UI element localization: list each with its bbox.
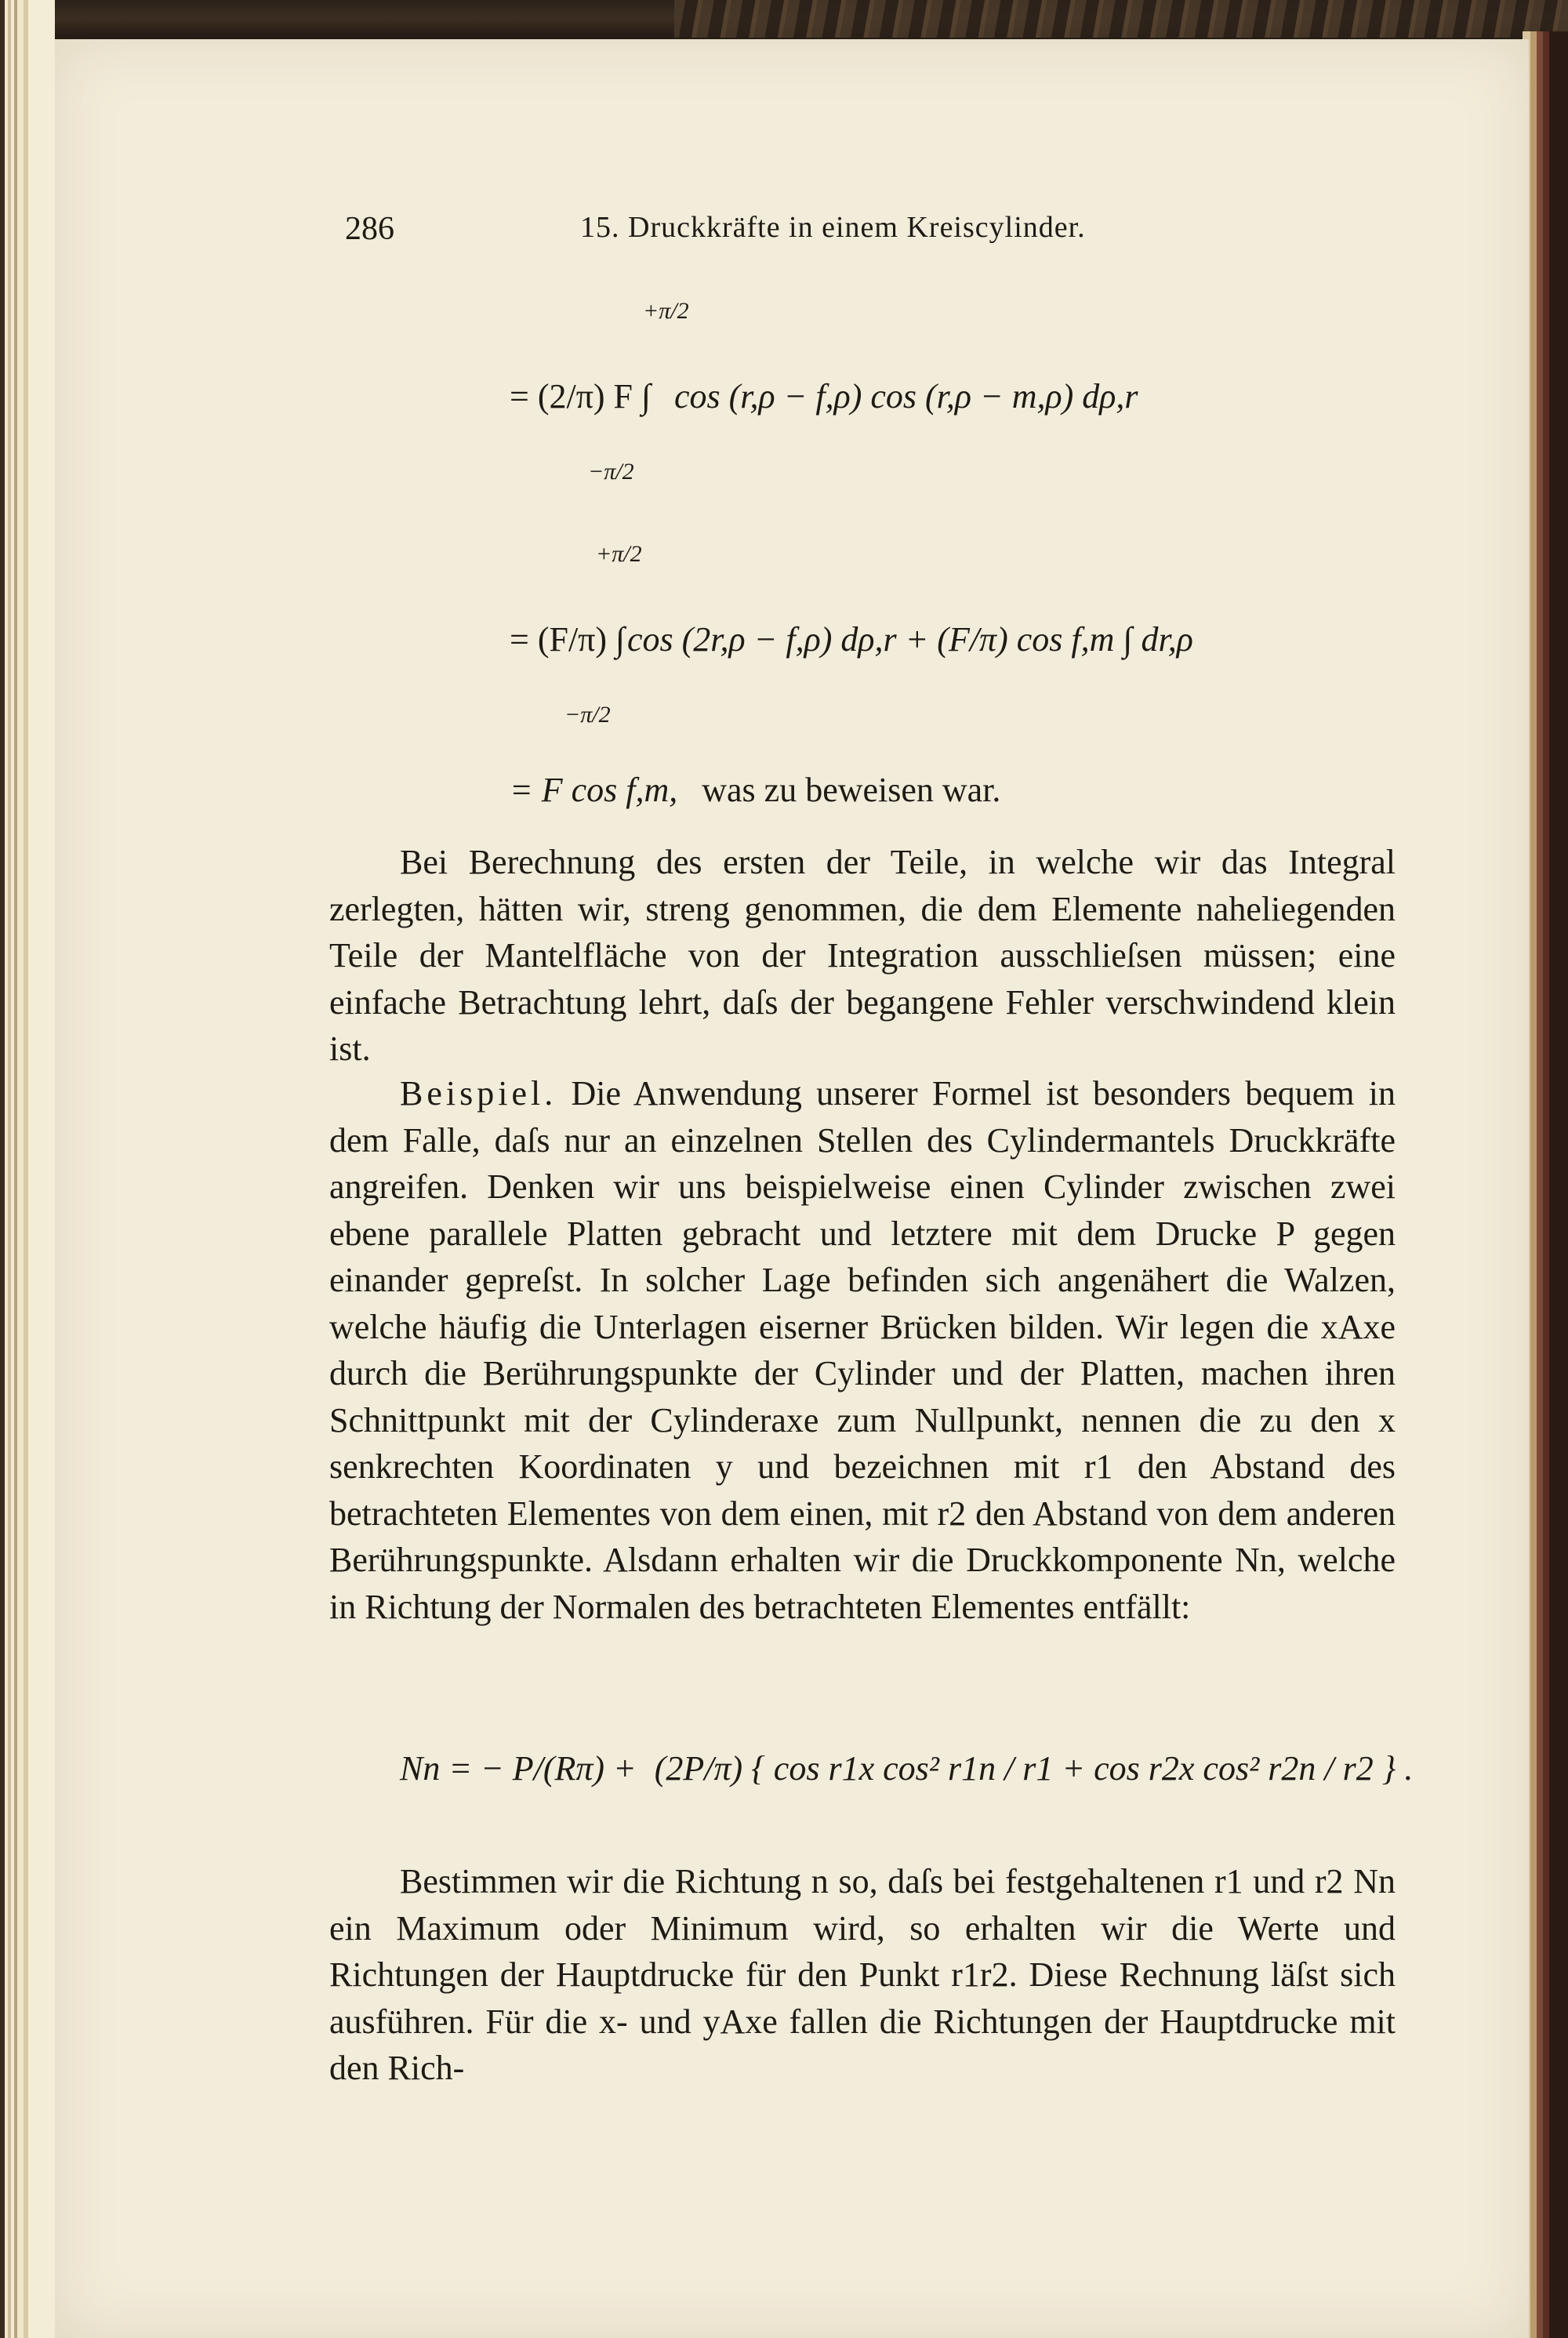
book-cover-right bbox=[1523, 31, 1568, 2338]
equation-1 bbox=[510, 298, 1372, 502]
eq1-lower-limit: −π/2 bbox=[588, 459, 634, 485]
eq4-lhs: Nn = − P/(Rπ) + bbox=[400, 1749, 637, 1788]
eq3-text: was zu beweisen war. bbox=[702, 771, 1001, 809]
running-title: 15. Druckkräfte in einem Kreiscylinder. bbox=[580, 211, 1086, 244]
equation-4 bbox=[400, 1748, 1413, 1819]
eq2-upper-limit: +π/2 bbox=[596, 541, 642, 567]
paragraph-3: Bestimmen wir die Richtung n so, daſs bei festgehaltenen r1 und r2 Nn ein Maximum oder Minimum wird, so erhalten wir die Werte und Richtungen der Hauptdrucke für den Punkt r1r2. Diese Rechnung läſst sich ausführen. Für die x- und yAxe fallen die Richtungen der Hauptdrucke mit den Rich- bbox=[329, 1862, 1396, 2087]
paragraph-2 bbox=[329, 1070, 1396, 1630]
eq3-formula: = F cos f,m, bbox=[510, 771, 678, 809]
eq2-lower-limit: −π/2 bbox=[564, 702, 611, 728]
eq1-body: cos (r,ρ − f,ρ) cos (r,ρ − m,ρ) dρ,r bbox=[674, 377, 1138, 416]
eq1-upper-limit: +π/2 bbox=[643, 298, 689, 324]
paragraph-2-text: Die Anwendung unserer Formel ist besonders bequem in dem Falle, daſs nur an einzelnen Stellen des Cylindermantels Druckkräfte angreifen. Denken wir uns beispielweise einen Cylinder zwischen zwei ebene parallele Platten gebracht und letztere mit dem Drucke P gegen einander gepreſst. In solcher Lage befinden sich angenähert die Walzen, welche häufig die Unterlagen eiserner Brücken bilden. Wir legen die xAxe durch die Berührungspunkte der Cylinder und der Platten, machen ihren Schnittpunkt mit der Cylinderaxe zum Nullpunkt, nennen die zu den x senkrechten Koordinaten y und bezeichnen mit r1 den Abstand des betrachteten Elementes von dem einen, mit r2 den Abstand von dem anderen Berührungspunkte. Alsdann erhalten wir die Druckkomponente Nn, welche in Richtung der Normalen des betrachteten Elementes entfällt: bbox=[329, 1074, 1396, 1626]
equation-2 bbox=[510, 541, 1372, 745]
running-header bbox=[345, 210, 1364, 257]
page-number: 286 bbox=[345, 211, 394, 247]
paragraph-1: Bei Berechnung des ersten der Teile, in welche wir das Integral zerlegten, hätten wir, streng genommen, die dem Elemente naheliegenden Teile der Mantelfläche von der Integration ausschlieſsen müssen; eine einfache Betrachtung lehrt, daſs der begangene Fehler verschwindend klein ist. bbox=[329, 843, 1396, 1068]
example-heading: Beispiel. bbox=[400, 1074, 557, 1113]
equation-3 bbox=[510, 770, 1000, 817]
eq1-prefix: = (2/π) F ∫ bbox=[510, 377, 652, 416]
eq4-rhs: (2P/π) { cos r1x cos² r1n / r1 + cos r2x cos² r2n / r2 } . bbox=[654, 1749, 1414, 1788]
eq2-body: cos (2r,ρ − f,ρ) dρ,r + (F/π) cos f,m ∫ dr,ρ bbox=[627, 620, 1193, 659]
page-stack-left bbox=[0, 0, 55, 2338]
marbled-cover-edge bbox=[674, 0, 1568, 38]
eq2-prefix: = (F/π) ∫ bbox=[510, 620, 626, 659]
